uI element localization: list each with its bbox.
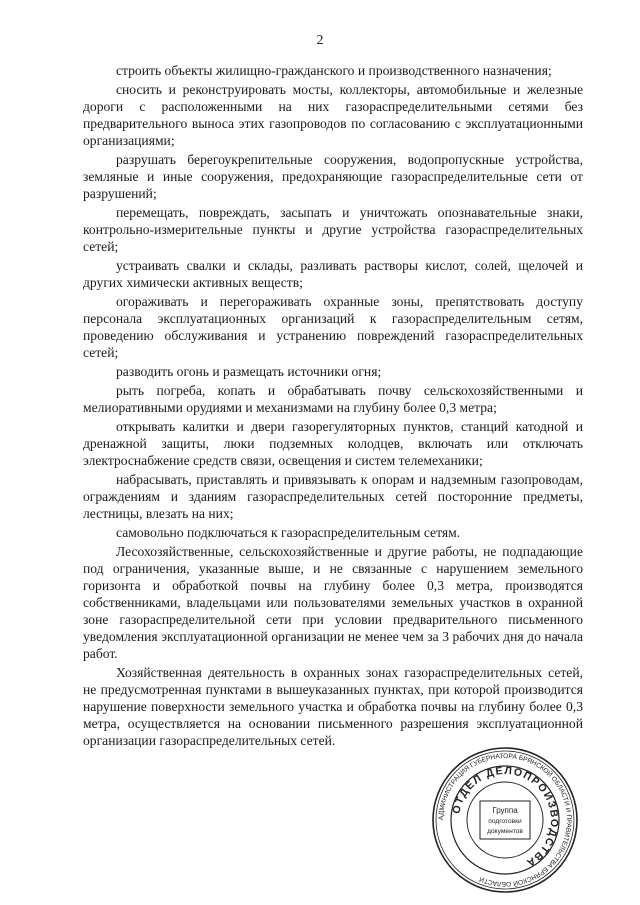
stamp-outer-text: АДМИНИСТРАЦИЯ ГУБЕРНАТОРА БРЯНСКОЙ ОБЛАСТИ И ПРАВИТЕЛЬСТВА БРЯНСКОЙ ОБЛАСТИ [437, 752, 573, 888]
paragraph: открывать калитки и двери газорегуляторных пунктов, станций катодной и дренажной защиты, люки подземных колодцев, включать или отключать электроснабжение средств связи, освещения и систем телемеханики; [83, 419, 583, 468]
page-number: 2 [316, 33, 324, 48]
paragraph: Хозяйственная деятельность в охранных зонах газораспределительных сетей, не предусмотренная пунктами в вышеуказанных пунктах, при которой производится нарушение поверхности земельного участка и обработка почвы на глубину более 0,3 метра, осуществляется на основании письменного разрешения эксплуатационной организации газораспределительных сетей. [83, 665, 583, 748]
paragraph: разводить огонь и размещать источники огня; [116, 364, 382, 379]
stamp-inner-text: ОТДЕЛ ДЕЛОПРОИЗВОДСТВА [450, 764, 561, 870]
paragraph: Лесохозяйственные, сельскохозяйственные и другие работы, не подпадающие под ограничения, указанные выше, и не связанные с нарушением земельного горизонта и обработкой почвы на глубину более 0,3 метра, производятся собственниками, владельцами или пользователями земельных участков в охранной зоне газораспределительной сети при условии предварительного письменного уведомления эксплуатационной организации не менее чем за 3 рабочих дня до начала работ. [83, 544, 583, 661]
paragraph: сносить и реконструировать мосты, коллекторы, автомобильные и железные дороги с расположенными на них газораспределительными сетями без предварительного выноса этих газопроводов по согласованию с эксплуатационными организациями; [83, 82, 583, 148]
stamp-center-line: Группа [492, 806, 518, 815]
paragraph: рыть погреба, копать и обрабатывать почву сельскохозяйственными и мелиоративными орудиями и механизмами на глубину более 0,3 метра; [83, 383, 583, 415]
stamp-center-line: подготовки [488, 818, 522, 825]
document-body [83, 62, 583, 751]
paragraph: набрасывать, приставлять и привязывать к опорам и надземным газопроводам, ограждениям и зданиям газораспределительных сетей посторонние предметы, лестницы, влезать на них; [83, 472, 583, 521]
paragraph: разрушать берегоукрепительные сооружения, водопропускные устройства, земляные и иные сооружения, предохраняющие газораспределительные сети от разрушений; [83, 152, 583, 201]
paragraph: строить объекты жилищно-гражданского и производственного назначения; [116, 63, 552, 78]
official-stamp [430, 745, 580, 895]
paragraph: самовольно подключаться к газораспределительным сетям. [116, 525, 461, 540]
paragraph: огораживать и перегораживать охранные зоны, препятствовать доступу персонала эксплуатационных организаций к газораспределительным сетям, проведению обслуживания и устранению повреждений газораспределительных сетей; [83, 294, 583, 360]
paragraph: перемещать, повреждать, засыпать и уничтожать опознавательные знаки, контрольно-измерительные пункты и другие устройства газораспределительных сетей; [83, 205, 583, 254]
stamp-center-line: документов [487, 828, 523, 835]
paragraph: устраивать свалки и склады, разливать растворы кислот, солей, щелочей и других химически активных веществ; [83, 258, 583, 290]
stamp-seal [430, 745, 580, 895]
